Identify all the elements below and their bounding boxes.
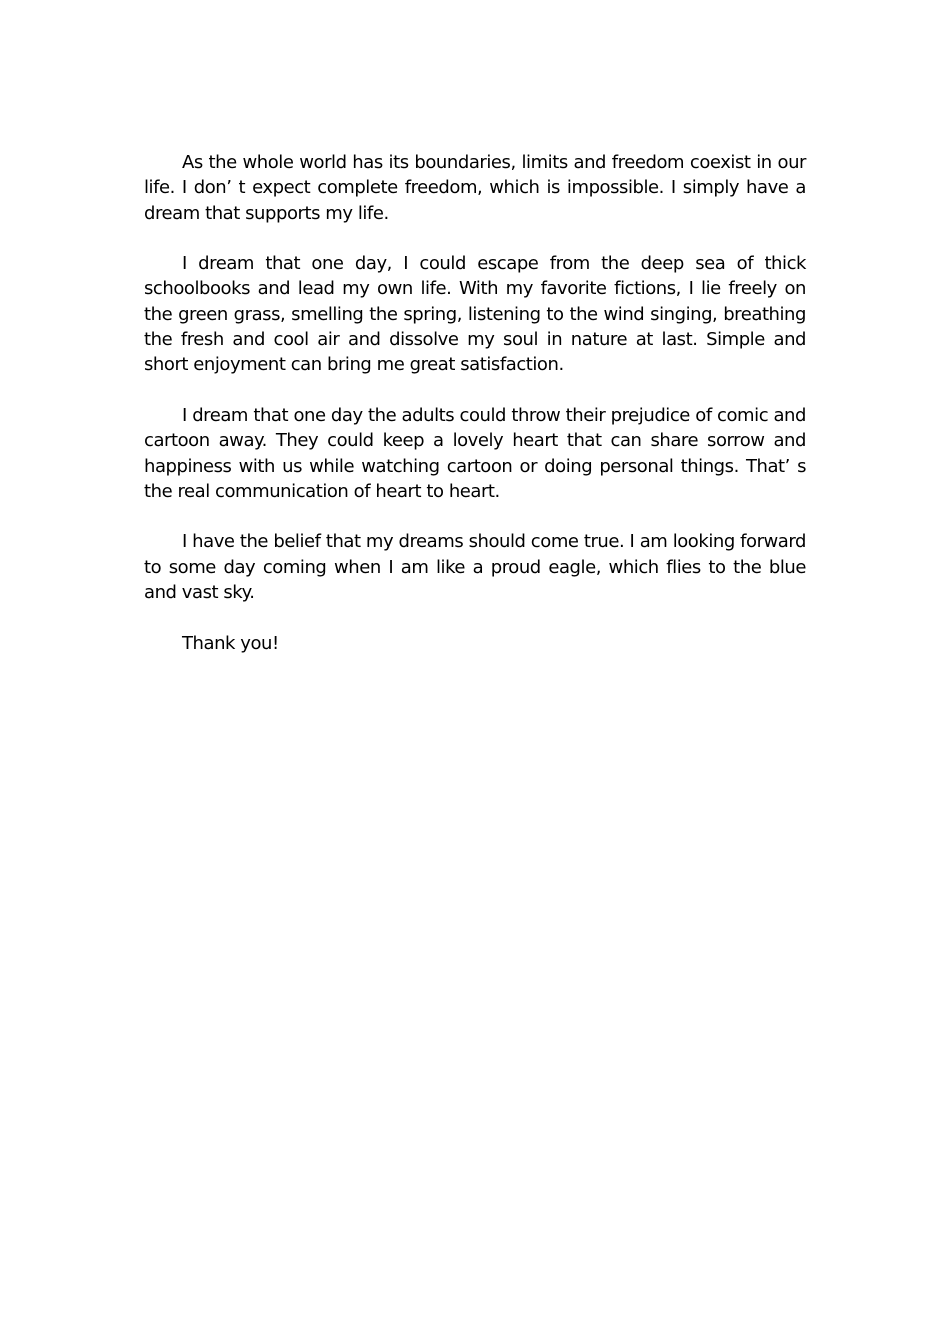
paragraph-3: I dream that one day the adults could throw their prejudice of comic and cartoon away. They could keep a lovely heart that can share sorrow and happiness with us while watching cartoon or doing personal things. That’ s the real communication of heart to heart. xyxy=(144,404,806,502)
paragraph-1: As the whole world has its boundaries, limits and freedom coexist in our life. I don’ t expect complete freedom, which is impossible. I simply have a dream that supports my life. xyxy=(144,152,806,224)
paragraph-4: I have the belief that my dreams should come true. I am looking forward to some day coming when I am like a proud eagle, which flies to the blue and vast sky. xyxy=(144,531,806,604)
essay-body xyxy=(144,150,806,656)
closing-line: Thank you! xyxy=(182,632,279,654)
paragraph-2: I dream that one day, I could escape from the deep sea of thick schoolbooks and lead my own life. With my favorite fictions, I lie freely on the green grass, smelling the spring, listening to the wind singing, breathing the fresh and cool air and dissolve my soul in nature at last. Simple and short enjoyment can bring me great satisfaction. xyxy=(144,253,806,376)
